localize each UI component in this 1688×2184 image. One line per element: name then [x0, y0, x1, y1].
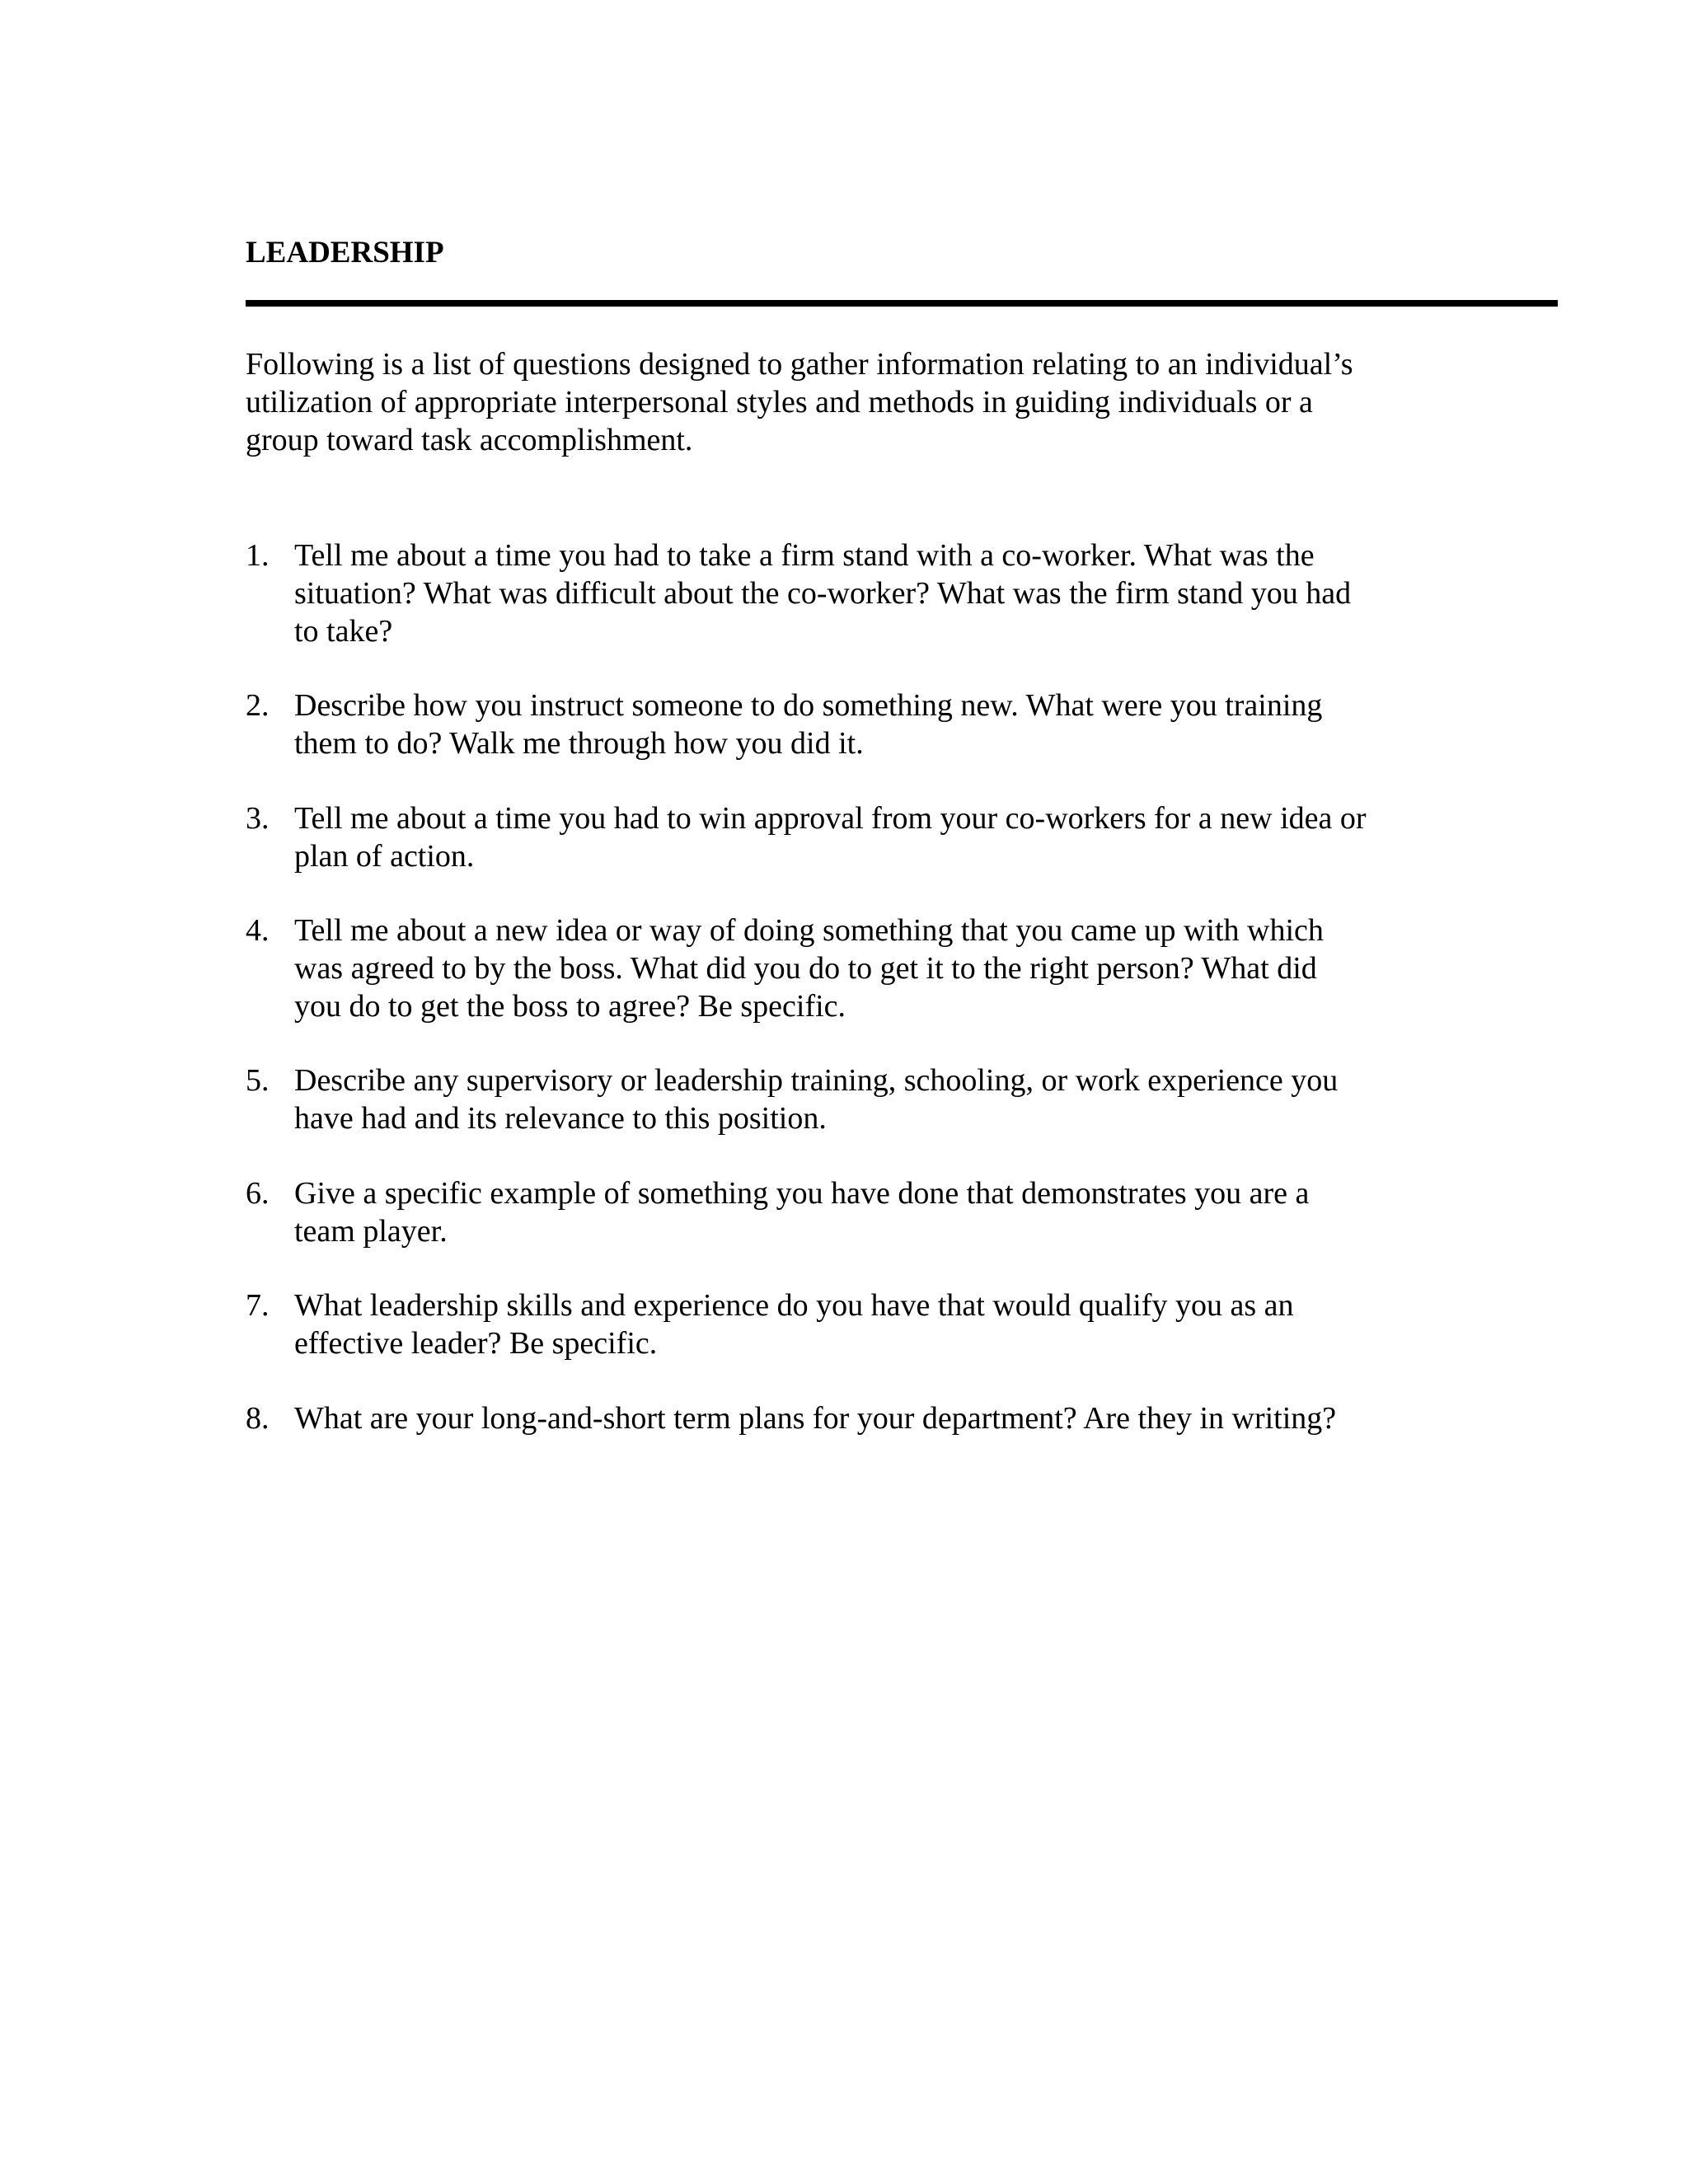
question-line: What are your long-and-short term plans for your department? Are they in writing? — [294, 1401, 1337, 1436]
question-line: effective leader? Be specific. — [294, 1326, 658, 1361]
question-text — [294, 537, 1351, 650]
intro-line: Following is a list of questions designed to gather information relating to an individual’s — [246, 347, 1353, 382]
question-line: to take? — [294, 614, 393, 649]
page-title: LEADERSHIP — [246, 236, 444, 269]
heading-divider — [246, 300, 1558, 307]
question-number: 4. — [246, 913, 270, 948]
question-line: Tell me about a time you had to win approval from your co-workers for a new idea or — [294, 801, 1367, 836]
question-line: was agreed to by the boss. What did you do to get it to the right person? What did — [294, 951, 1317, 986]
question-number: 3. — [246, 801, 270, 836]
question-number: 5. — [246, 1063, 270, 1098]
question-line: What leadership skills and experience do you have that would qualify you as an — [294, 1288, 1294, 1323]
question-number: 8. — [246, 1401, 270, 1436]
question-text — [294, 687, 1322, 762]
intro-paragraph — [246, 345, 1597, 459]
question-line: Tell me about a new idea or way of doing something that you came up with which — [294, 913, 1324, 948]
question-number: 1. — [246, 538, 270, 573]
question-line: team player. — [294, 1214, 448, 1249]
question-text — [294, 912, 1324, 1025]
question-line: Tell me about a time you had to take a firm stand with a co-worker. What was the — [294, 538, 1315, 573]
question-line: situation? What was difficult about the co-worker? What was the firm stand you had — [294, 576, 1352, 611]
intro-line: utilization of appropriate interpersonal styles and methods in guiding individuals or a — [246, 385, 1313, 419]
question-line: Give a specific example of something you have done that demonstrates you are a — [294, 1176, 1310, 1211]
question-number: 6. — [246, 1176, 270, 1211]
question-text — [294, 1062, 1338, 1137]
question-number: 2. — [246, 688, 270, 723]
question-line: Describe how you instruct someone to do something new. What were you training — [294, 688, 1323, 723]
question-line: plan of action. — [294, 839, 475, 874]
question-text — [294, 799, 1367, 875]
intro-line: group toward task accomplishment. — [246, 423, 693, 457]
question-line: have had and its relevance to this position. — [294, 1101, 827, 1136]
question-text — [294, 1174, 1309, 1250]
question-text — [294, 1286, 1293, 1362]
question-line: them to do? Walk me through how you did it. — [294, 726, 864, 761]
question-number: 7. — [246, 1288, 270, 1323]
question-line: Describe any supervisory or leadership training, schooling, or work experience you — [294, 1063, 1339, 1098]
question-line: you do to get the boss to agree? Be specific. — [294, 989, 846, 1024]
question-text — [294, 1399, 1336, 1437]
